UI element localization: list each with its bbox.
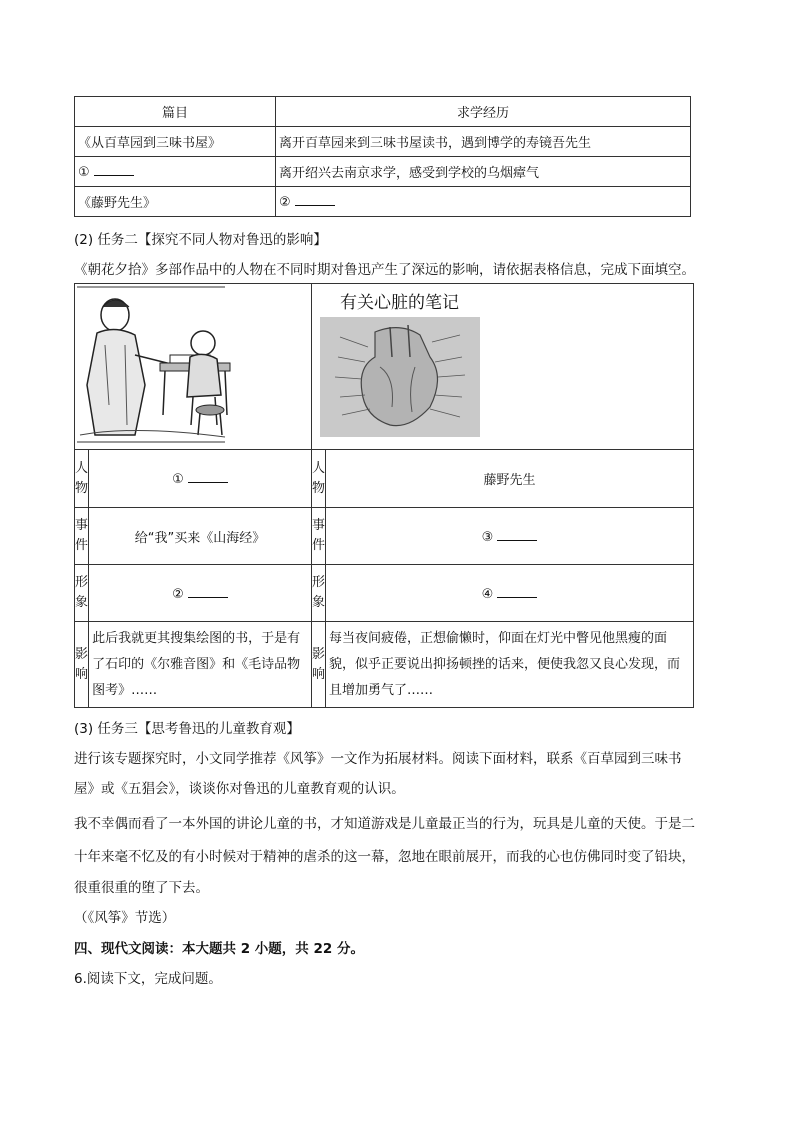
table1-cell: 《藤野先生》 bbox=[75, 187, 276, 217]
influence-table bbox=[74, 283, 694, 708]
task2-title: (2) 任务二【探究不同人物对鲁迅的影响】 bbox=[74, 232, 327, 248]
left-influence-cell: 此后我就更其搜集绘图的书，于是有了石印的《尔雅音图》和《毛诗品物图考》…… bbox=[89, 622, 312, 708]
right-image-cell bbox=[326, 565, 694, 622]
row-label-char: 形 bbox=[75, 575, 89, 590]
section-heading: 四、现代文阅读：本大题共 2 小题，共 22 分。 bbox=[74, 941, 364, 957]
blank-number: ① bbox=[78, 165, 90, 180]
row-label-char: 响 bbox=[312, 666, 326, 682]
table1-header-experience: 求学经历 bbox=[276, 97, 691, 127]
row-label-person bbox=[75, 450, 89, 508]
table1-blank-cell bbox=[276, 187, 691, 217]
mother-chang-illustration-cell bbox=[75, 284, 312, 450]
row-label-char: 象 bbox=[75, 595, 89, 610]
blank-number: ② bbox=[279, 195, 291, 210]
right-event-cell bbox=[326, 508, 694, 565]
task2-intro: 《朝花夕拾》多部作品中的人物在不同时期对鲁迅产生了深远的影响，请依据表格信息，完成下面填空。 bbox=[74, 262, 695, 278]
question-6: 6.阅读下文，完成问题。 bbox=[74, 971, 222, 987]
blank-number: ③ bbox=[481, 529, 494, 545]
right-influence-cell: 每当夜间疲倦，正想偷懒时，仰面在灯光中瞥见他黑瘦的面貌，似乎正要说出抑扬顿挫的话来，便使我忽又良心发现，而且增加勇气了…… bbox=[326, 622, 694, 708]
table1-blank-cell bbox=[75, 157, 276, 187]
quote-source: （《风筝》节选） bbox=[74, 910, 176, 926]
row-label-char: 形 bbox=[312, 575, 326, 590]
task3-title: (3) 任务三【思考鲁迅的儿童教育观】 bbox=[74, 721, 300, 737]
row-label-person bbox=[312, 450, 326, 508]
quote-line: 我不幸偶而看了一本外国的讲论儿童的书，才知道游戏是儿童最正当的行为，玩具是儿童的天使。于是二 bbox=[74, 816, 695, 832]
fill-blank-line bbox=[188, 585, 228, 598]
row-label-char: 事 bbox=[312, 518, 326, 533]
left-event-cell: 给“我”买来《山海经》 bbox=[89, 508, 312, 565]
fill-blank-line bbox=[497, 528, 537, 541]
task3-line: 进行该专题探究时，小文同学推荐《风筝》一文作为拓展材料。阅读下面材料，联系《百草园到三味书 bbox=[74, 751, 682, 767]
fill-blank-line bbox=[497, 585, 537, 598]
quote-line: 很重很重的堕了下去。 bbox=[74, 880, 209, 896]
right-person-cell: 藤野先生 bbox=[326, 450, 694, 508]
row-label-char: 人 bbox=[312, 460, 326, 476]
row-label-char: 影 bbox=[312, 646, 326, 662]
row-label-influence bbox=[75, 622, 89, 708]
task3-line: 屋》或《五猖会》，谈谈你对鲁迅的儿童教育观的认识。 bbox=[74, 781, 405, 797]
table1-header-title: 篇目 bbox=[75, 97, 276, 127]
row-label-char: 事 bbox=[75, 518, 89, 533]
row-label-char: 件 bbox=[312, 538, 326, 553]
left-person-cell bbox=[89, 450, 312, 508]
fill-blank-line bbox=[295, 193, 335, 206]
table1-cell: 离开百草园来到三味书屋读书，遇到博学的寿镜吾先生 bbox=[276, 127, 691, 157]
heart-notes-caption: 有关心脏的笔记 bbox=[340, 293, 459, 313]
blank-number: ② bbox=[172, 586, 184, 602]
study-experience-table bbox=[74, 96, 691, 217]
row-label-char: 件 bbox=[75, 538, 89, 553]
blank-number: ① bbox=[172, 472, 184, 487]
blank-number: ④ bbox=[481, 586, 494, 602]
row-label-char: 象 bbox=[312, 595, 326, 610]
reading-illustration bbox=[75, 285, 311, 445]
quote-line: 十年来毫不忆及的有小时候对于精神的虐杀的这一幕，忽地在眼前展开，而我的心也仿佛同时变了铅块， bbox=[74, 849, 695, 865]
row-label-influence bbox=[312, 622, 326, 708]
row-label-image bbox=[312, 565, 326, 622]
heart-notes-cell bbox=[312, 284, 694, 450]
heart-diagram-image bbox=[320, 317, 480, 437]
row-label-event bbox=[75, 508, 89, 565]
row-label-char: 响 bbox=[75, 666, 89, 682]
row-label-char: 人 bbox=[75, 460, 89, 476]
row-label-event bbox=[312, 508, 326, 565]
fill-blank-line bbox=[94, 163, 134, 176]
table1-cell: 离开绍兴去南京求学，感受到学校的乌烟瘴气 bbox=[276, 157, 691, 187]
fill-blank-line bbox=[188, 470, 228, 483]
row-label-char: 物 bbox=[312, 480, 326, 496]
row-label-char: 影 bbox=[75, 646, 89, 662]
row-label-image bbox=[75, 565, 89, 622]
row-label-char: 物 bbox=[75, 480, 89, 496]
left-image-cell bbox=[89, 565, 312, 622]
table1-cell: 《从百草园到三味书屋》 bbox=[75, 127, 276, 157]
